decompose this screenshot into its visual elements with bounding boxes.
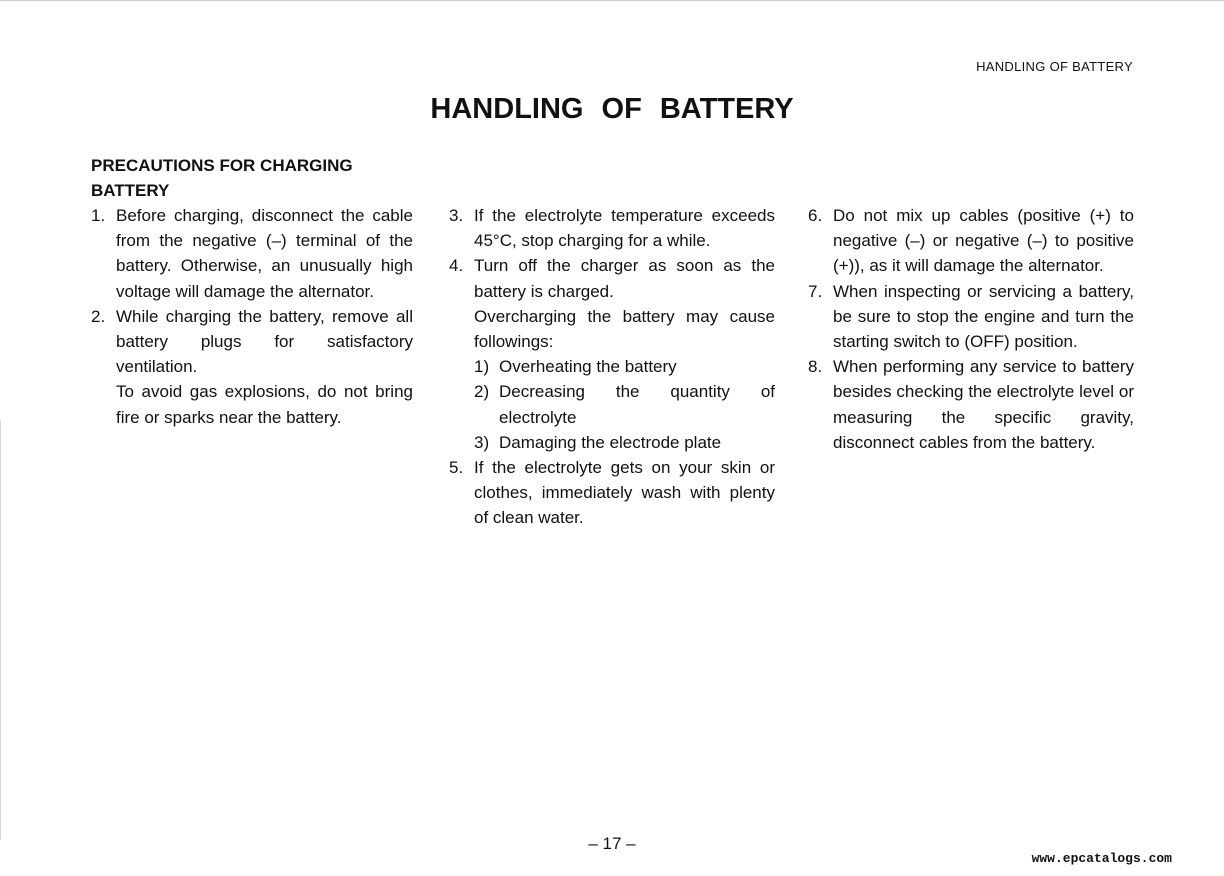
page-number: – 17 –	[588, 834, 636, 853]
item-paragraph: While charging the battery, remove all battery plugs for satisfactory ventilation.	[116, 306, 413, 377]
item-paragraph: Overcharging the battery may cause followings:	[474, 306, 775, 352]
page-title: HANDLING OF BATTERY	[430, 93, 794, 125]
item-number: 4.	[449, 256, 464, 276]
item-paragraph: Do not mix up cables (positive (+) to negative (–) or negative (–) to positive (+)), as it will damage the alternator.	[833, 206, 1134, 276]
sub-item-text: Overheating the battery	[499, 357, 677, 377]
item-body	[474, 253, 775, 455]
sub-item-3	[474, 430, 775, 455]
scan-top-edge	[0, 0, 1224, 1]
list-item-6	[808, 203, 1134, 279]
item-number: 2.	[91, 306, 106, 326]
column-3	[808, 203, 1134, 455]
item-body	[474, 455, 775, 531]
item-body	[833, 354, 1134, 455]
item-number: 1.	[91, 206, 106, 225]
item-body	[833, 279, 1134, 355]
item-paragraph: Turn off the charger as soon as the battery is charged.	[474, 256, 775, 301]
item-number: 7.	[808, 281, 823, 301]
section-heading-line-2: BATTERY	[91, 180, 170, 200]
sub-item-text: Damaging the electrode plate	[499, 432, 722, 452]
item-body	[116, 203, 413, 304]
item-body	[833, 203, 1134, 279]
item-body	[474, 203, 775, 253]
item-number: 6.	[808, 206, 823, 225]
list-item-8	[808, 354, 1134, 455]
item-paragraph: To avoid gas explosions, do not bring fire or sparks near the battery.	[116, 382, 413, 427]
item-body	[116, 304, 413, 430]
column-1	[91, 154, 413, 430]
item-paragraph: If the electrolyte temperature exceeds 45°C, stop charging for a while.	[474, 206, 775, 251]
sub-item-number: 1)	[474, 357, 490, 377]
list-item-1	[91, 203, 413, 304]
section-heading	[91, 154, 413, 203]
list-item-4	[449, 253, 775, 455]
item-number: 8.	[808, 357, 823, 377]
section-heading-line-1: PRECAUTIONS FOR CHARGING	[91, 156, 353, 175]
item-number: 3.	[449, 206, 464, 225]
list-item-7	[808, 279, 1134, 355]
sub-item-number: 2)	[474, 382, 490, 402]
watermark-link[interactable]: www.epcatalogs.com	[1031, 851, 1172, 866]
list-item-2	[91, 304, 413, 430]
item-paragraph: Before charging, disconnect the cable from the negative (–) terminal of the battery. Otherwise, an unusually high voltage will damage the alternator.	[116, 206, 413, 301]
running-header: HANDLING OF BATTERY	[976, 59, 1133, 74]
item-paragraph: If the electrolyte gets on your skin or clothes, immediately wash with plenty of clean water.	[474, 458, 775, 528]
sub-item-1	[474, 354, 775, 379]
scan-left-edge	[0, 420, 1, 840]
column-2	[449, 203, 775, 531]
item-paragraph: When performing any service to battery besides checking the electrolyte level or measuring the specific gravity, disconnect cables from the battery.	[833, 357, 1134, 452]
sub-item-text: Decreasing the quantity of electrolyte	[499, 382, 775, 427]
item-paragraph: When inspecting or servicing a battery, be sure to stop the engine and turn the starting switch to (OFF) position.	[833, 281, 1134, 352]
sub-item-number: 3)	[474, 432, 490, 452]
sub-item-2	[474, 379, 775, 429]
item-number: 5.	[449, 458, 464, 478]
list-item-3	[449, 203, 775, 253]
list-item-5	[449, 455, 775, 531]
